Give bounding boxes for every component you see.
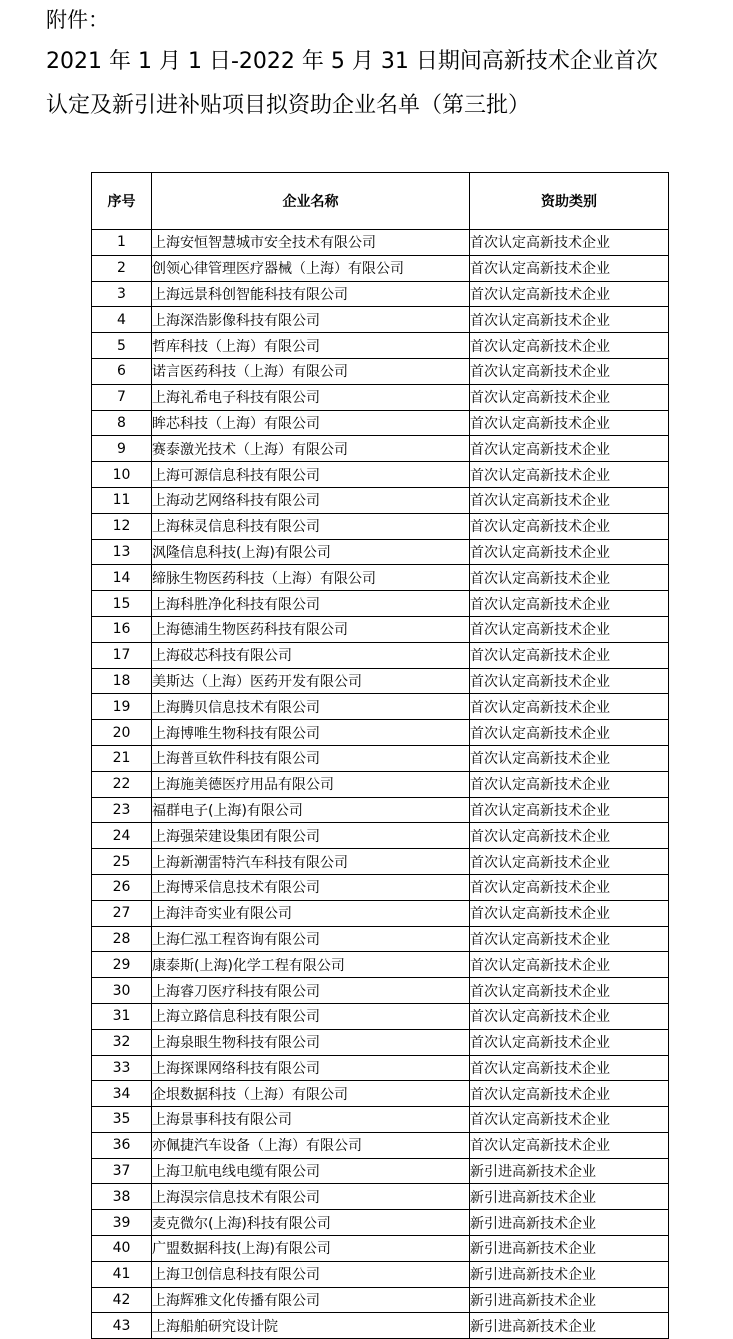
- cell-serial-number: 18: [92, 668, 152, 694]
- table-row: [92, 384, 669, 410]
- table-row: [92, 823, 669, 849]
- table-row: [92, 900, 669, 926]
- cell-subsidy-type: 首次认定高新技术企业: [470, 1081, 669, 1107]
- cell-subsidy-type: 首次认定高新技术企业: [470, 1003, 669, 1029]
- cell-company-name: 上海可源信息科技有限公司: [152, 462, 470, 488]
- cell-subsidy-type: 首次认定高新技术企业: [470, 358, 669, 384]
- cell-subsidy-type: 首次认定高新技术企业: [470, 255, 669, 281]
- table-row: [92, 436, 669, 462]
- cell-subsidy-type: 新引进高新技术企业: [470, 1261, 669, 1287]
- cell-company-name: 上海睿刀医疗科技有限公司: [152, 978, 470, 1004]
- cell-company-name: 上海探课网络科技有限公司: [152, 1055, 470, 1081]
- table-row: [92, 1236, 669, 1262]
- cell-subsidy-type: 首次认定高新技术企业: [470, 591, 669, 617]
- cell-company-name: 上海普亘软件科技有限公司: [152, 745, 470, 771]
- cell-subsidy-type: 首次认定高新技术企业: [470, 720, 669, 746]
- table-row: [92, 539, 669, 565]
- cell-serial-number: 38: [92, 1184, 152, 1210]
- cell-subsidy-type: 首次认定高新技术企业: [470, 823, 669, 849]
- table-row: [92, 513, 669, 539]
- table-row: [92, 926, 669, 952]
- cell-serial-number: 35: [92, 1107, 152, 1133]
- cell-subsidy-type: 首次认定高新技术企业: [470, 513, 669, 539]
- table-row: [92, 797, 669, 823]
- cell-subsidy-type: 首次认定高新技术企业: [470, 333, 669, 359]
- header-serial-number: 序号: [92, 173, 152, 230]
- cell-company-name: 诺言医药科技（上海）有限公司: [152, 358, 470, 384]
- cell-serial-number: 22: [92, 771, 152, 797]
- cell-subsidy-type: 首次认定高新技术企业: [470, 849, 669, 875]
- table-row: [92, 1261, 669, 1287]
- cell-subsidy-type: 首次认定高新技术企业: [470, 384, 669, 410]
- cell-serial-number: 19: [92, 694, 152, 720]
- cell-subsidy-type: 首次认定高新技术企业: [470, 771, 669, 797]
- table-row: [92, 1184, 669, 1210]
- cell-serial-number: 30: [92, 978, 152, 1004]
- cell-subsidy-type: 首次认定高新技术企业: [470, 1055, 669, 1081]
- table-header-row: [92, 173, 669, 230]
- table-row: [92, 410, 669, 436]
- cell-serial-number: 1: [92, 230, 152, 256]
- cell-company-name: 上海安恒智慧城市安全技术有限公司: [152, 230, 470, 256]
- cell-serial-number: 15: [92, 591, 152, 617]
- table-row: [92, 230, 669, 256]
- cell-serial-number: 10: [92, 462, 152, 488]
- cell-subsidy-type: 首次认定高新技术企业: [470, 307, 669, 333]
- cell-subsidy-type: 新引进高新技术企业: [470, 1210, 669, 1236]
- table-row: [92, 642, 669, 668]
- cell-serial-number: 6: [92, 358, 152, 384]
- table-row: [92, 591, 669, 617]
- cell-subsidy-type: 首次认定高新技术企业: [470, 281, 669, 307]
- cell-subsidy-type: 首次认定高新技术企业: [470, 900, 669, 926]
- cell-serial-number: 23: [92, 797, 152, 823]
- table-row: [92, 1158, 669, 1184]
- cell-subsidy-type: 新引进高新技术企业: [470, 1184, 669, 1210]
- header-subsidy-type: 资助类别: [470, 173, 669, 230]
- table-row: [92, 565, 669, 591]
- table-row: [92, 874, 669, 900]
- cell-subsidy-type: 首次认定高新技术企业: [470, 926, 669, 952]
- table-row: [92, 1210, 669, 1236]
- cell-serial-number: 3: [92, 281, 152, 307]
- cell-subsidy-type: 首次认定高新技术企业: [470, 1132, 669, 1158]
- table-row: [92, 1029, 669, 1055]
- cell-company-name: 眸芯科技（上海）有限公司: [152, 410, 470, 436]
- table-row: [92, 462, 669, 488]
- cell-subsidy-type: 新引进高新技术企业: [470, 1287, 669, 1313]
- cell-company-name: 广盟数据科技(上海)有限公司: [152, 1236, 470, 1262]
- table-row: [92, 1313, 669, 1339]
- cell-company-name: 康泰斯(上海)化学工程有限公司: [152, 952, 470, 978]
- cell-company-name: 哲库科技（上海）有限公司: [152, 333, 470, 359]
- cell-serial-number: 21: [92, 745, 152, 771]
- cell-company-name: 麦克微尔(上海)科技有限公司: [152, 1210, 470, 1236]
- table-row: [92, 281, 669, 307]
- cell-company-name: 上海深浩影像科技有限公司: [152, 307, 470, 333]
- cell-subsidy-type: 首次认定高新技术企业: [470, 565, 669, 591]
- cell-serial-number: 5: [92, 333, 152, 359]
- cell-company-name: 上海泉眼生物科技有限公司: [152, 1029, 470, 1055]
- cell-company-name: 上海景事科技有限公司: [152, 1107, 470, 1133]
- table-row: [92, 745, 669, 771]
- cell-serial-number: 31: [92, 1003, 152, 1029]
- cell-subsidy-type: 首次认定高新技术企业: [470, 487, 669, 513]
- table-row: [92, 849, 669, 875]
- cell-serial-number: 2: [92, 255, 152, 281]
- cell-serial-number: 11: [92, 487, 152, 513]
- cell-subsidy-type: 首次认定高新技术企业: [470, 616, 669, 642]
- cell-company-name: 创领心律管理医疗器械（上海）有限公司: [152, 255, 470, 281]
- cell-company-name: 上海砹芯科技有限公司: [152, 642, 470, 668]
- table-row: [92, 333, 669, 359]
- cell-serial-number: 40: [92, 1236, 152, 1262]
- cell-serial-number: 14: [92, 565, 152, 591]
- cell-serial-number: 36: [92, 1132, 152, 1158]
- cell-company-name: 上海腾贝信息技术有限公司: [152, 694, 470, 720]
- cell-company-name: 上海卫航电线电缆有限公司: [152, 1158, 470, 1184]
- cell-serial-number: 43: [92, 1313, 152, 1339]
- cell-serial-number: 32: [92, 1029, 152, 1055]
- table-row: [92, 952, 669, 978]
- cell-company-name: 上海船舶研究设计院: [152, 1313, 470, 1339]
- cell-serial-number: 29: [92, 952, 152, 978]
- table-row: [92, 1107, 669, 1133]
- cell-company-name: 福群电子(上海)有限公司: [152, 797, 470, 823]
- cell-serial-number: 39: [92, 1210, 152, 1236]
- table-row: [92, 1132, 669, 1158]
- cell-serial-number: 27: [92, 900, 152, 926]
- cell-subsidy-type: 首次认定高新技术企业: [470, 410, 669, 436]
- cell-company-name: 亦佩捷汽车设备（上海）有限公司: [152, 1132, 470, 1158]
- table-body: [92, 230, 669, 1339]
- cell-subsidy-type: 新引进高新技术企业: [470, 1158, 669, 1184]
- cell-subsidy-type: 新引进高新技术企业: [470, 1236, 669, 1262]
- cell-serial-number: 9: [92, 436, 152, 462]
- cell-subsidy-type: 首次认定高新技术企业: [470, 230, 669, 256]
- cell-serial-number: 25: [92, 849, 152, 875]
- cell-company-name: 上海施美德医疗用品有限公司: [152, 771, 470, 797]
- cell-company-name: 上海沣奇实业有限公司: [152, 900, 470, 926]
- table-row: [92, 255, 669, 281]
- cell-company-name: 缔脉生物医药科技（上海）有限公司: [152, 565, 470, 591]
- cell-subsidy-type: 新引进高新技术企业: [470, 1313, 669, 1339]
- cell-serial-number: 34: [92, 1081, 152, 1107]
- cell-company-name: 美斯达（上海）医药开发有限公司: [152, 668, 470, 694]
- table-row: [92, 1287, 669, 1313]
- cell-company-name: 上海仁泓工程咨询有限公司: [152, 926, 470, 952]
- cell-serial-number: 33: [92, 1055, 152, 1081]
- company-list-table: [91, 172, 669, 1339]
- cell-subsidy-type: 首次认定高新技术企业: [470, 978, 669, 1004]
- document-title-line-1: 2021 年 1 月 1 日-2022 年 5 月 31 日期间高新技术企业首次: [46, 49, 658, 74]
- cell-subsidy-type: 首次认定高新技术企业: [470, 1029, 669, 1055]
- cell-company-name: 赛泰激光技术（上海）有限公司: [152, 436, 470, 462]
- cell-company-name: 上海立路信息科技有限公司: [152, 1003, 470, 1029]
- cell-company-name: 上海辉雅文化传播有限公司: [152, 1287, 470, 1313]
- cell-serial-number: 13: [92, 539, 152, 565]
- cell-serial-number: 20: [92, 720, 152, 746]
- cell-company-name: 上海礼希电子科技有限公司: [152, 384, 470, 410]
- cell-subsidy-type: 首次认定高新技术企业: [470, 642, 669, 668]
- table-row: [92, 616, 669, 642]
- document-header: [46, 0, 726, 128]
- cell-subsidy-type: 首次认定高新技术企业: [470, 668, 669, 694]
- cell-serial-number: 7: [92, 384, 152, 410]
- table-row: [92, 358, 669, 384]
- cell-serial-number: 8: [92, 410, 152, 436]
- cell-company-name: 上海卫创信息科技有限公司: [152, 1261, 470, 1287]
- document-title-line-2: 认定及新引进补贴项目拟资助企业名单（第三批）: [46, 93, 531, 118]
- cell-serial-number: 41: [92, 1261, 152, 1287]
- cell-company-name: 上海远景科创智能科技有限公司: [152, 281, 470, 307]
- table-row: [92, 694, 669, 720]
- cell-serial-number: 12: [92, 513, 152, 539]
- cell-company-name: 上海淏宗信息技术有限公司: [152, 1184, 470, 1210]
- table-row: [92, 307, 669, 333]
- cell-subsidy-type: 首次认定高新技术企业: [470, 745, 669, 771]
- cell-subsidy-type: 首次认定高新技术企业: [470, 797, 669, 823]
- cell-company-name: 上海科胜净化科技有限公司: [152, 591, 470, 617]
- cell-subsidy-type: 首次认定高新技术企业: [470, 462, 669, 488]
- table-row: [92, 668, 669, 694]
- cell-company-name: 企垠数据科技（上海）有限公司: [152, 1081, 470, 1107]
- cell-serial-number: 17: [92, 642, 152, 668]
- table-row: [92, 771, 669, 797]
- cell-company-name: 上海新潮雷特汽车科技有限公司: [152, 849, 470, 875]
- header-company-name: 企业名称: [152, 173, 470, 230]
- cell-subsidy-type: 首次认定高新技术企业: [470, 436, 669, 462]
- table-row: [92, 1081, 669, 1107]
- cell-subsidy-type: 首次认定高新技术企业: [470, 952, 669, 978]
- cell-serial-number: 42: [92, 1287, 152, 1313]
- cell-serial-number: 28: [92, 926, 152, 952]
- cell-company-name: 上海博采信息技术有限公司: [152, 874, 470, 900]
- cell-serial-number: 16: [92, 616, 152, 642]
- attachment-label: 附件：: [46, 8, 109, 32]
- cell-company-name: 上海强荣建设集团有限公司: [152, 823, 470, 849]
- table-row: [92, 720, 669, 746]
- cell-serial-number: 26: [92, 874, 152, 900]
- cell-serial-number: 37: [92, 1158, 152, 1184]
- table-row: [92, 1003, 669, 1029]
- table-row: [92, 1055, 669, 1081]
- cell-company-name: 上海秣灵信息科技有限公司: [152, 513, 470, 539]
- cell-serial-number: 24: [92, 823, 152, 849]
- cell-company-name: 上海德浦生物医药科技有限公司: [152, 616, 470, 642]
- cell-subsidy-type: 首次认定高新技术企业: [470, 539, 669, 565]
- cell-subsidy-type: 首次认定高新技术企业: [470, 874, 669, 900]
- cell-subsidy-type: 首次认定高新技术企业: [470, 1107, 669, 1133]
- cell-company-name: 上海动艺网络科技有限公司: [152, 487, 470, 513]
- cell-subsidy-type: 首次认定高新技术企业: [470, 694, 669, 720]
- table-row: [92, 978, 669, 1004]
- cell-serial-number: 4: [92, 307, 152, 333]
- cell-company-name: 沨隆信息科技(上海)有限公司: [152, 539, 470, 565]
- cell-company-name: 上海博唯生物科技有限公司: [152, 720, 470, 746]
- table-row: [92, 487, 669, 513]
